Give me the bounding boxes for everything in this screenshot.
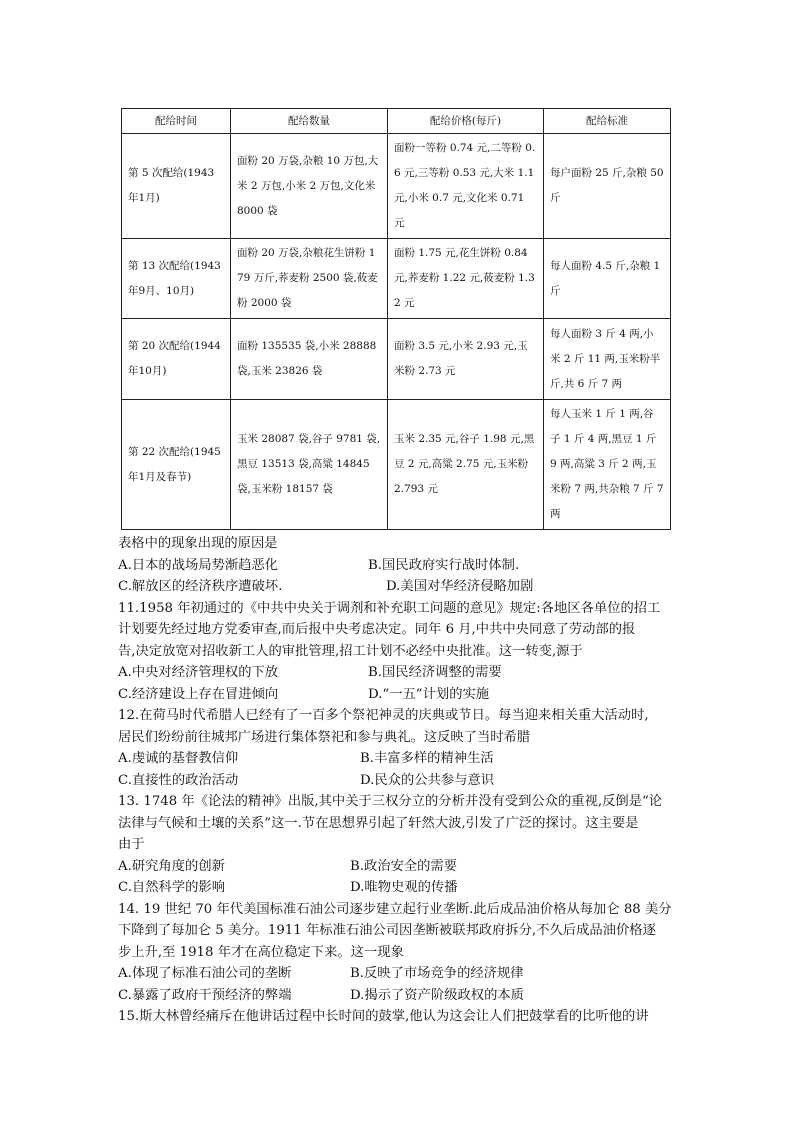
question-11-option-d[interactable]: D.“一五”计划的实施 — [368, 686, 490, 702]
question-14-stem-line: 14. 19 世纪 70 年代美国标准石油公司逐步建立起行业垄断.此后成品油价格从每加仑 88 美分 — [118, 901, 672, 917]
question-14-stem-line: 下降到了每加仑 5 美分。1911 年标准石油公司因垄断被联邦政府拆分,不久后成品油价格逐 — [118, 923, 656, 938]
question-13-option-b[interactable]: B.政治安全的需要 — [350, 858, 458, 874]
header-quantity: 配给数量 — [231, 109, 388, 134]
question-10-option-a[interactable]: A.日本的战场局势渐趋恶化 — [118, 557, 279, 573]
question-12-option-c[interactable]: C.直接性的政治活动 — [118, 772, 239, 788]
header-time: 配给时间 — [122, 109, 231, 134]
table-header-row — [122, 109, 671, 134]
cell-time: 第 13 次配给(1943年9月、10月) — [122, 239, 231, 319]
cell-time: 第 20 次配给(1944年10月) — [122, 319, 231, 400]
question-12-options-cd — [118, 770, 678, 792]
question-13-stem-line: 13. 1748 年《论法的精神》出版,其中关于三权分立的分析并没有受到公众的重视,反倒是“论 — [118, 794, 663, 809]
cell-standard: 每人玉米 1 斤 1 两,谷子 1 斤 4 两,黑豆 1 斤 9 两,高粱 3 斤 2 两,玉米粉 7 两,共杂粮 7 斤 7 两 — [544, 400, 671, 530]
question-14-options-cd — [118, 985, 678, 1007]
question-12-option-d[interactable]: D.民众的公共参与意识 — [360, 772, 495, 788]
question-15-stem-line: 15.斯大林曾经痛斥在他讲话过程中长时间的鼓掌,他认为这会让人们把鼓掌看的比听他的讲 — [118, 1009, 649, 1024]
cell-standard: 每户面粉 25 斤,杂粮 50 斤 — [544, 134, 671, 239]
table-row — [122, 134, 671, 239]
cell-standard: 每人面粉 4.5 斤,杂粮 1 斤 — [544, 239, 671, 319]
cell-price: 面粉 1.75 元,花生饼粉 0.84 元,荞麦粉 1.22 元,莜麦粉 1.32 元 — [388, 239, 544, 319]
question-10-option-c[interactable]: C.解放区的经济秩序遭破坏. — [118, 579, 283, 594]
cell-price: 面粉一等粉 0.74 元,二等粉 0.6 元,三等粉 0.53 元,大米 1.1 元,小米 0.7 元,文化米 0.71 元 — [388, 134, 544, 239]
question-14-option-a[interactable]: A.体现了标准石油公司的垄断 — [118, 966, 292, 981]
question-11-stem-line: 计划要先经过地方党委审查,而后报中央考虑决定。同年 6 月,中共中央同意了劳动部的报 — [118, 622, 636, 637]
question-12-stem-line: 12.在荷马时代希腊人已经有了一百多个祭祀神灵的庆典或节日。每当迎来相关重大活动时, — [118, 708, 649, 723]
question-11-options-ab — [118, 662, 678, 684]
cell-standard: 每人面粉 3 斤 4 两,小米 2 斤 11 两,玉米粉半斤,共 6 斤 7 两 — [544, 319, 671, 400]
header-standard: 配给标准 — [544, 109, 671, 134]
question-11-option-c[interactable]: C.经济建设上存在冒进倾向 — [118, 686, 279, 702]
question-11-option-a[interactable]: A.中央对经济管理权的下放 — [118, 665, 279, 680]
question-12-option-a[interactable]: A.虔诚的基督教信仰 — [118, 751, 239, 766]
question-14-options-ab — [118, 963, 678, 985]
table-row — [122, 239, 671, 319]
question-12-stem-line: 居民们纷纷前往城邦广场进行集体祭祀和参与典礼。这反映了当时希腊 — [118, 729, 531, 745]
question-11-options-cd — [118, 684, 678, 706]
question-block — [118, 533, 678, 1028]
cell-quantity: 面粉 135535 袋,小米 28888 袋,玉米 23826 袋 — [231, 319, 388, 400]
header-price: 配给价格(每斤) — [388, 109, 544, 134]
question-10-stem: 表格中的现象出现的原因是 — [118, 536, 278, 551]
table-row — [122, 319, 671, 400]
question-14-option-d[interactable]: D.揭示了资产阶级政权的本质 — [350, 987, 524, 1003]
question-13-stem-line: 法律与气候和土壤的关系”这一.节在思想界引起了轩然大波,引发了广泛的探讨。这主要是 — [118, 815, 639, 831]
question-11-stem-line: 11.1958 年初通过的《中共中央关于调剂和补充职工问题的意见》规定:各地区各单位的招工 — [118, 600, 661, 616]
question-14-option-b[interactable]: B.反映了市场竞争的经济规律 — [350, 966, 524, 981]
question-13-option-a[interactable]: A.研究角度的创新 — [118, 858, 225, 874]
cell-quantity: 面粉 20 万袋,杂粮 10 万包,大米 2 万包,小米 2 万包,文化米 8000 袋 — [231, 134, 388, 239]
table-row — [122, 400, 671, 530]
question-13-option-d[interactable]: D.唯物史观的传播 — [350, 880, 458, 895]
question-10-options-cd — [118, 576, 678, 598]
question-10-option-d[interactable]: D.美国对华经济侵略加剧 — [386, 579, 534, 594]
question-13-options-ab — [118, 856, 678, 878]
question-11-stem-line: 告,决定放宽对招收新工人的审批管理,招工计划不必经中央批准。这一转变,源于 — [118, 643, 583, 659]
question-13-stem-line: 由于 — [118, 837, 145, 852]
cell-quantity: 玉米 28087 袋,谷子 9781 袋,黑豆 13513 袋,高粱 14845 袋,玉米粉 18157 袋 — [231, 400, 388, 530]
cell-price: 玉米 2.35 元,谷子 1.98 元,黑豆 2 元,高粱 2.75 元,玉米粉 2.793 元 — [388, 400, 544, 530]
question-11-option-b[interactable]: B.国民经济调整的需要 — [368, 665, 502, 680]
question-13-option-c[interactable]: C.自然科学的影响 — [118, 880, 226, 895]
question-10-option-b[interactable]: B.国民政府实行战时体制. — [368, 557, 520, 573]
cell-time: 第 5 次配给(1943年1月) — [122, 134, 231, 239]
question-10-options-ab — [118, 555, 678, 577]
question-14-option-c[interactable]: C.暴露了政府干预经济的弊端 — [118, 987, 292, 1003]
question-13-options-cd — [118, 877, 678, 899]
cell-quantity: 面粉 20 万袋,杂粮花生饼粉 179 万斤,荞麦粉 2500 袋,莜麦粉 2000 袋 — [231, 239, 388, 319]
question-12-options-ab — [118, 748, 678, 770]
cell-time: 第 22 次配给(1945年1月及春节) — [122, 400, 231, 530]
question-12-option-b[interactable]: B.丰富多样的精神生活 — [360, 751, 494, 766]
ration-table — [121, 108, 671, 530]
cell-price: 面粉 3.5 元,小米 2.93 元,玉米粉 2.73 元 — [388, 319, 544, 400]
question-14-stem-line: 步上升,至 1918 年才在高位稳定下来。这一现象 — [118, 944, 404, 960]
